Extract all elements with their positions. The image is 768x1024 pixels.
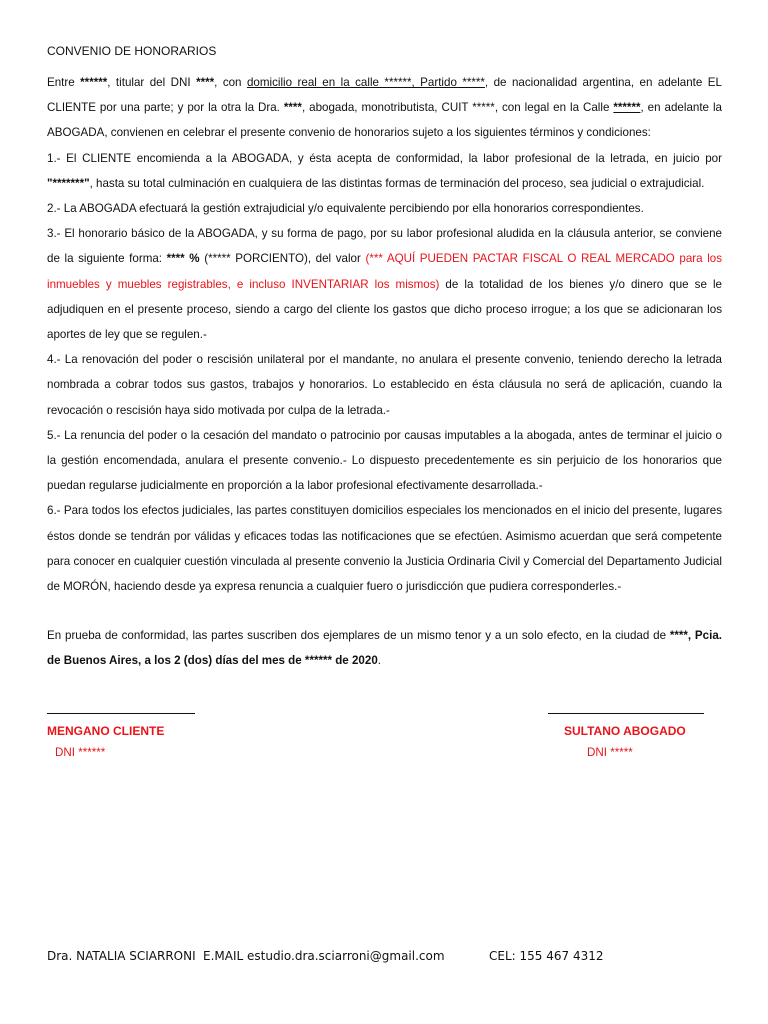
- percentage-placeholder: **** %: [166, 252, 200, 266]
- intro-text-3: , titular del DNI: [107, 76, 197, 89]
- lawyer-signature-name: SULTANO ABOGADO: [564, 724, 686, 738]
- lawyer-name-placeholder: ****: [283, 101, 302, 115]
- footer-name: Dra. NATALIA SCIARRONI: [47, 949, 196, 963]
- client-signature-dni: DNI ******: [55, 746, 106, 759]
- client-signature-name: MENGANO CLIENTE: [47, 724, 165, 738]
- valuation-note: (*** AQUÍ PUEDEN PACTAR FISCAL O REAL MERCADO para los inmuebles y muebles registrables, e incluso INVENTARIAR los mismos): [47, 252, 723, 291]
- clause-3: [47, 221, 722, 347]
- intro-paragraph: [47, 70, 722, 146]
- lawyer-address-placeholder: ******: [613, 101, 641, 115]
- footer-phone: CEL: 155 467 4312: [489, 949, 604, 963]
- intro-text-9: , abogada, monotributista, CUIT *****, con legal en la Calle: [301, 101, 614, 115]
- closing-paragraph: [47, 623, 722, 673]
- intro-text-1: Entre: [47, 76, 81, 89]
- lawyer-signature-line: [548, 713, 704, 714]
- closing-place-date: ****, Pcia. de Buenos Aires, a los 2 (dos) días del mes de ****** de 2020: [47, 629, 723, 668]
- client-name-placeholder: ******: [80, 76, 108, 89]
- clause-2: 2.- La ABOGADA efectuará la gestión extrajudicial y/o equivalente percibiendo por ella honorarios correspondientes.: [47, 202, 644, 216]
- client-dni-placeholder: ****: [196, 76, 215, 89]
- intro-text-5: , con: [214, 76, 247, 89]
- closing-text-3: .: [377, 654, 382, 668]
- clause-3-text-3: (***** PORCIENTO), del valor: [199, 252, 366, 266]
- clause-5: 5.- La renuncia del poder o la cesación del mandato o patrocinio por causas imputables a la abogada, antes de terminar el juicio o la gestión encomendada, anulara el presente convenio.- Lo dispuesto precedentemente es sin perjuicio de los honorarios que puedan regularse judicialmente en proporción a la labor profesional efectivamente desarrollada.-: [47, 428, 722, 493]
- intro-text-11: , en adelante la ABOGADA, convienen en celebrar el presente convenio de honorarios sujeto a los siguientes términos y condiciones:: [47, 101, 722, 140]
- case-placeholder: "*******": [47, 176, 90, 190]
- closing-text-1: En prueba de conformidad, las partes suscriben dos ejemplares de un mismo tenor y a un solo efecto, en la ciudad de: [47, 629, 670, 642]
- clause-6: 6.- Para todos los efectos judiciales, las partes constituyen domicilios especiales los mencionados en el inicio del presente, lugares éstos donde se tendrán por válidas y eficaces todas las notificaciones que se efectúen. Asimismo acuerdan que será competente para conocer en cualquier cuestión vinculada al presente convenio la Justicia Ordinaria Civil y Comercial del Departamento Judicial de MORÓN, haciendo desde ya expresa renuncia a cualquier fuero o jurisdicción que pudiera corresponderles.-: [47, 504, 722, 594]
- clause-1-text-1: 1.- El CLIENTE encomienda a la ABOGADA, y ésta acepta de conformidad, la labor profesional de la letrada, en juicio por: [47, 151, 722, 165]
- clause-1-text-3: , hasta su total culminación en cualquiera de las distintas formas de terminación del proceso, sea judicial o extrajudicial.: [89, 176, 705, 190]
- clause-4: 4.- La renovación del poder o rescisión unilateral por el mandante, no anulara el presente convenio, teniendo derecho la letrada nombrada a cobrar todos sus gastos, trabajos y honorarios. Lo establecido en ésta cláusula no será de aplicación, cuando la revocación o rescisión haya sido motivada por culpa de la letrada.-: [47, 353, 722, 417]
- client-signature-line: [47, 713, 195, 714]
- document-title: CONVENIO DE HONORARIOS: [47, 44, 217, 58]
- client-address: domicilio real en la calle ******, Partido *****: [246, 76, 485, 89]
- document-body: [47, 70, 722, 599]
- clause-3-text-1: 3.- El honorario básico de la ABOGADA, y su forma de pago, por su labor profesional aludida en la cláusula anterior, se conviene de la siguiente forma:: [47, 227, 722, 266]
- clause-1: [47, 146, 722, 196]
- lawyer-signature-dni: DNI *****: [587, 746, 633, 759]
- footer-email: E.MAIL estudio.dra.sciarroni@gmail.com: [203, 949, 445, 963]
- intro-text-7: , de nacionalidad argentina, en adelante EL CLIENTE por una parte; y por la otra la Dra.: [47, 76, 722, 115]
- clause-3-text-5: de la totalidad de los bienes y/o dinero que se le adjudiquen en el presente proceso, siendo a cargo del cliente los gastos que dicho proceso irrogue; a los que se adicionaran los aportes de ley que se regulen.-: [47, 277, 722, 342]
